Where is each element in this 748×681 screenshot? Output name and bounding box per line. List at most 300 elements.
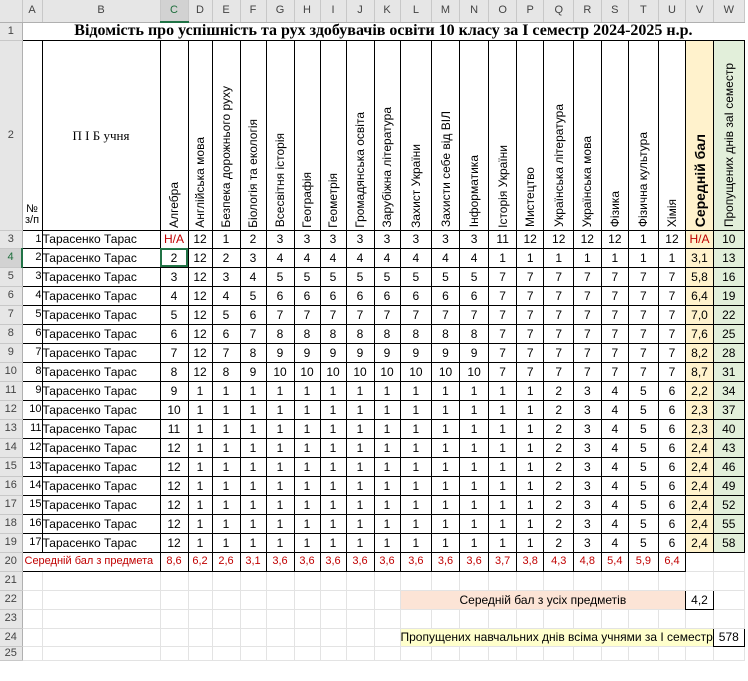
grade-cell[interactable]: 1 [266, 400, 294, 419]
subject-average-cell[interactable]: 4,8 [574, 552, 602, 571]
grade-cell[interactable]: 3 [240, 248, 266, 267]
grade-cell[interactable]: 10 [160, 400, 188, 419]
grade-cell[interactable]: 7 [574, 343, 602, 362]
grade-cell[interactable]: 7 [240, 324, 266, 343]
grade-cell[interactable]: 6 [346, 286, 374, 305]
subject-average-cell[interactable]: 5,9 [629, 552, 659, 571]
grade-cell[interactable]: 4 [212, 286, 240, 305]
empty-cell[interactable] [713, 571, 744, 590]
row-header[interactable]: 17 [0, 495, 22, 514]
student-missed-days[interactable]: 28 [713, 343, 744, 362]
grade-cell[interactable]: 7 [374, 305, 400, 324]
row-header[interactable]: 15 [0, 457, 22, 476]
grade-cell[interactable]: 8 [266, 324, 294, 343]
column-header[interactable]: Q [544, 0, 574, 22]
grade-cell[interactable]: 4 [601, 419, 629, 438]
student-name[interactable]: Тарасенко Тарас [42, 305, 160, 324]
grade-cell[interactable]: 1 [294, 476, 320, 495]
student-missed-days[interactable]: 31 [713, 362, 744, 381]
grade-cell[interactable]: 1 [320, 533, 346, 552]
empty-cell[interactable] [294, 628, 320, 646]
grade-cell[interactable]: 7 [601, 267, 629, 286]
grade-cell[interactable]: 4 [160, 286, 188, 305]
empty-cell[interactable] [160, 609, 188, 628]
empty-cell[interactable] [22, 571, 42, 590]
subject-average-cell[interactable]: 2,6 [212, 552, 240, 571]
empty-cell[interactable] [658, 571, 686, 590]
grade-cell[interactable]: 12 [188, 305, 212, 324]
grade-cell[interactable]: 7 [516, 362, 544, 381]
empty-cell[interactable] [188, 628, 212, 646]
grade-cell[interactable]: 1 [294, 438, 320, 457]
grade-cell[interactable]: 1 [320, 457, 346, 476]
grade-cell[interactable]: 1 [400, 381, 432, 400]
empty-cell[interactable] [266, 609, 294, 628]
subject-average-cell[interactable]: 3,6 [374, 552, 400, 571]
grade-cell[interactable]: 1 [212, 495, 240, 514]
subject-average-cell[interactable]: 6,2 [188, 552, 212, 571]
grade-cell[interactable]: 1 [374, 495, 400, 514]
empty-cell[interactable] [320, 609, 346, 628]
grade-cell[interactable]: 1 [240, 476, 266, 495]
grade-cell[interactable]: 1 [266, 476, 294, 495]
grade-cell[interactable]: 1 [516, 419, 544, 438]
grade-cell[interactable]: 1 [240, 400, 266, 419]
grade-cell[interactable]: 12 [160, 438, 188, 457]
grade-cell[interactable]: 1 [432, 514, 460, 533]
row-header[interactable]: 2 [0, 40, 22, 230]
grade-cell[interactable]: 3 [574, 476, 602, 495]
grade-cell[interactable]: 1 [212, 230, 240, 248]
subject-average-cell[interactable]: 3,8 [516, 552, 544, 571]
empty-cell[interactable] [240, 628, 266, 646]
subject-header[interactable] [432, 40, 460, 230]
student-average[interactable]: 2,4 [686, 476, 714, 495]
student-name[interactable]: Тарасенко Тарас [42, 533, 160, 552]
grade-cell[interactable]: 6 [240, 305, 266, 324]
empty-cell[interactable] [212, 646, 240, 660]
subject-average-cell[interactable]: 3,6 [320, 552, 346, 571]
grade-cell[interactable]: 1 [432, 419, 460, 438]
grade-cell[interactable]: 6 [459, 286, 489, 305]
empty-cell[interactable] [459, 609, 489, 628]
grade-cell[interactable]: 1 [516, 533, 544, 552]
grade-cell[interactable]: 5 [374, 267, 400, 286]
grade-cell[interactable]: 1 [516, 514, 544, 533]
grade-cell[interactable]: 1 [489, 533, 517, 552]
row-header[interactable]: 6 [0, 286, 22, 305]
student-name[interactable]: Тарасенко Тарас [42, 438, 160, 457]
grade-cell[interactable]: 9 [374, 343, 400, 362]
subject-header[interactable] [544, 40, 574, 230]
empty-cell[interactable] [432, 609, 460, 628]
grade-cell[interactable]: 8 [320, 324, 346, 343]
grade-cell[interactable]: 1 [489, 514, 517, 533]
grade-cell[interactable]: 12 [574, 230, 602, 248]
grade-cell[interactable]: 1 [188, 514, 212, 533]
student-name[interactable]: Тарасенко Тарас [42, 419, 160, 438]
grade-cell[interactable]: 6 [432, 286, 460, 305]
grade-cell[interactable]: 3 [320, 230, 346, 248]
grade-cell[interactable]: 8 [160, 362, 188, 381]
student-number[interactable]: 4 [22, 286, 42, 305]
student-missed-days[interactable]: 10 [713, 230, 744, 248]
column-header[interactable]: J [346, 0, 374, 22]
grade-cell[interactable]: 12 [188, 343, 212, 362]
empty-cell[interactable] [42, 628, 160, 646]
grade-cell[interactable]: 10 [294, 362, 320, 381]
empty-cell[interactable] [574, 646, 602, 660]
column-header[interactable]: O [489, 0, 517, 22]
student-number[interactable]: 5 [22, 305, 42, 324]
grade-cell[interactable]: 12 [658, 230, 686, 248]
grade-cell[interactable]: 6 [658, 476, 686, 495]
empty-cell[interactable] [374, 609, 400, 628]
grade-cell[interactable]: 3 [432, 230, 460, 248]
empty-cell[interactable] [188, 609, 212, 628]
empty-cell[interactable] [212, 571, 240, 590]
empty-cell[interactable] [240, 609, 266, 628]
student-average[interactable]: 8,2 [686, 343, 714, 362]
grade-cell[interactable]: 1 [516, 457, 544, 476]
grade-cell[interactable]: 1 [400, 419, 432, 438]
grade-cell[interactable]: 7 [516, 305, 544, 324]
empty-cell[interactable] [432, 646, 460, 660]
empty-cell[interactable] [266, 628, 294, 646]
student-name[interactable]: Тарасенко Тарас [42, 267, 160, 286]
student-average[interactable]: 2,3 [686, 400, 714, 419]
grade-cell[interactable]: 4 [240, 267, 266, 286]
student-average[interactable]: Н/А [686, 230, 714, 248]
empty-cell[interactable] [374, 571, 400, 590]
grade-cell[interactable]: 5 [629, 419, 659, 438]
grade-cell[interactable]: 7 [629, 362, 659, 381]
grade-cell[interactable]: 1 [294, 533, 320, 552]
grade-cell[interactable]: 2 [544, 457, 574, 476]
subject-average-cell[interactable]: 3,6 [400, 552, 432, 571]
student-number[interactable]: 11 [22, 419, 42, 438]
grade-cell[interactable]: 8 [374, 324, 400, 343]
grade-cell[interactable]: 2 [544, 495, 574, 514]
column-header[interactable]: M [432, 0, 460, 22]
subject-header[interactable] [516, 40, 544, 230]
grade-cell[interactable]: 1 [240, 514, 266, 533]
student-average[interactable]: 2,4 [686, 438, 714, 457]
student-name[interactable]: Тарасенко Тарас [42, 286, 160, 305]
grade-cell[interactable]: 1 [400, 476, 432, 495]
grade-cell[interactable]: 1 [294, 400, 320, 419]
grade-cell[interactable]: 1 [212, 438, 240, 457]
grade-cell[interactable]: 2 [160, 248, 188, 267]
student-missed-days[interactable]: 37 [713, 400, 744, 419]
grade-cell[interactable]: 1 [489, 476, 517, 495]
empty-cell[interactable] [459, 571, 489, 590]
subject-header[interactable] [629, 40, 659, 230]
student-number[interactable]: 9 [22, 381, 42, 400]
grade-cell[interactable]: 7 [629, 286, 659, 305]
grade-cell[interactable]: 8 [400, 324, 432, 343]
grade-cell[interactable]: Н/А [160, 230, 188, 248]
grade-cell[interactable]: 10 [400, 362, 432, 381]
row-header[interactable]: 12 [0, 400, 22, 419]
grade-cell[interactable]: 6 [658, 400, 686, 419]
grade-cell[interactable]: 1 [212, 457, 240, 476]
empty-cell[interactable] [188, 571, 212, 590]
grade-cell[interactable]: 4 [601, 457, 629, 476]
grade-cell[interactable]: 10 [320, 362, 346, 381]
grade-cell[interactable]: 1 [516, 248, 544, 267]
grade-cell[interactable]: 8 [432, 324, 460, 343]
grade-cell[interactable]: 4 [400, 248, 432, 267]
grade-cell[interactable]: 1 [516, 400, 544, 419]
grade-cell[interactable]: 1 [294, 495, 320, 514]
row-header[interactable]: 9 [0, 343, 22, 362]
empty-cell[interactable] [188, 646, 212, 660]
empty-cell[interactable] [713, 646, 744, 660]
grade-cell[interactable]: 7 [601, 305, 629, 324]
grade-cell[interactable]: 4 [374, 248, 400, 267]
grade-cell[interactable]: 12 [160, 457, 188, 476]
empty-cell[interactable] [240, 646, 266, 660]
column-header[interactable]: F [240, 0, 266, 22]
grade-cell[interactable]: 3 [574, 495, 602, 514]
grade-cell[interactable]: 1 [432, 533, 460, 552]
grade-cell[interactable]: 7 [516, 286, 544, 305]
grade-cell[interactable]: 5 [629, 533, 659, 552]
grade-cell[interactable]: 1 [240, 457, 266, 476]
student-average[interactable]: 7,6 [686, 324, 714, 343]
subject-average-cell[interactable]: 3,6 [346, 552, 374, 571]
grade-cell[interactable]: 1 [629, 230, 659, 248]
grade-cell[interactable]: 1 [489, 400, 517, 419]
grade-cell[interactable]: 7 [658, 343, 686, 362]
grade-cell[interactable]: 7 [489, 267, 517, 286]
grade-cell[interactable]: 6 [400, 286, 432, 305]
grade-cell[interactable]: 12 [188, 267, 212, 286]
grade-cell[interactable]: 1 [188, 457, 212, 476]
grade-cell[interactable]: 4 [601, 533, 629, 552]
grade-cell[interactable]: 5 [629, 476, 659, 495]
student-average[interactable]: 3,1 [686, 248, 714, 267]
student-number[interactable]: 12 [22, 438, 42, 457]
student-number[interactable]: 7 [22, 343, 42, 362]
grade-cell[interactable]: 7 [489, 343, 517, 362]
grade-cell[interactable]: 7 [601, 286, 629, 305]
grade-cell[interactable]: 5 [320, 267, 346, 286]
grade-cell[interactable]: 7 [489, 305, 517, 324]
student-name[interactable]: Тарасенко Тарас [42, 514, 160, 533]
column-header[interactable]: V [686, 0, 714, 22]
grade-cell[interactable]: 12 [160, 476, 188, 495]
empty-cell[interactable] [400, 646, 432, 660]
grade-cell[interactable]: 4 [294, 248, 320, 267]
grade-cell[interactable]: 1 [266, 381, 294, 400]
grade-cell[interactable]: 7 [346, 305, 374, 324]
subject-average-cell[interactable]: 3,1 [240, 552, 266, 571]
column-header[interactable]: G [266, 0, 294, 22]
grade-cell[interactable]: 2 [544, 400, 574, 419]
column-header[interactable]: T [629, 0, 659, 22]
grade-cell[interactable]: 3 [400, 230, 432, 248]
missed-days-header[interactable] [713, 40, 744, 230]
grade-cell[interactable]: 1 [400, 457, 432, 476]
empty-cell[interactable] [160, 571, 188, 590]
subject-average-cell[interactable]: 6,4 [658, 552, 686, 571]
grade-cell[interactable]: 1 [459, 533, 489, 552]
grade-cell[interactable]: 6 [658, 514, 686, 533]
grade-cell[interactable]: 1 [459, 438, 489, 457]
grade-cell[interactable]: 1 [240, 438, 266, 457]
grade-cell[interactable]: 6 [160, 324, 188, 343]
grade-cell[interactable]: 2 [544, 419, 574, 438]
empty-cell[interactable] [516, 646, 544, 660]
grade-cell[interactable]: 1 [459, 381, 489, 400]
grade-cell[interactable]: 7 [516, 267, 544, 286]
grade-cell[interactable]: 3 [346, 230, 374, 248]
grade-cell[interactable]: 1 [432, 400, 460, 419]
grade-cell[interactable]: 10 [266, 362, 294, 381]
empty-cell[interactable] [42, 609, 160, 628]
empty-cell[interactable] [212, 609, 240, 628]
grade-cell[interactable]: 3 [574, 438, 602, 457]
grade-cell[interactable]: 3 [574, 533, 602, 552]
empty-cell[interactable] [42, 571, 160, 590]
student-average[interactable]: 8,7 [686, 362, 714, 381]
grade-cell[interactable]: 3 [294, 230, 320, 248]
grade-cell[interactable]: 3 [574, 381, 602, 400]
empty-cell[interactable] [212, 590, 240, 609]
student-number[interactable]: 3 [22, 267, 42, 286]
empty-cell[interactable] [629, 609, 659, 628]
grade-cell[interactable]: 12 [544, 230, 574, 248]
subject-average-cell[interactable]: 8,6 [160, 552, 188, 571]
grade-cell[interactable]: 6 [320, 286, 346, 305]
grade-cell[interactable]: 5 [432, 267, 460, 286]
row-header[interactable]: 8 [0, 324, 22, 343]
grade-cell[interactable]: 1 [320, 400, 346, 419]
grade-cell[interactable]: 9 [400, 343, 432, 362]
grade-cell[interactable]: 7 [544, 305, 574, 324]
subject-header[interactable] [574, 40, 602, 230]
grade-cell[interactable]: 9 [240, 362, 266, 381]
grade-cell[interactable]: 1 [294, 514, 320, 533]
student-name[interactable]: Тарасенко Тарас [42, 343, 160, 362]
column-header[interactable]: K [374, 0, 400, 22]
grade-cell[interactable]: 12 [188, 230, 212, 248]
grade-cell[interactable]: 1 [188, 438, 212, 457]
grade-cell[interactable]: 4 [601, 514, 629, 533]
grade-cell[interactable]: 1 [459, 495, 489, 514]
grade-cell[interactable]: 1 [240, 419, 266, 438]
grade-cell[interactable]: 6 [658, 533, 686, 552]
empty-cell[interactable] [629, 571, 659, 590]
grade-cell[interactable]: 5 [240, 286, 266, 305]
student-missed-days[interactable]: 13 [713, 248, 744, 267]
grade-cell[interactable]: 7 [629, 267, 659, 286]
empty-cell[interactable] [516, 571, 544, 590]
grade-cell[interactable]: 1 [544, 248, 574, 267]
subject-header[interactable] [212, 40, 240, 230]
grade-cell[interactable]: 1 [346, 495, 374, 514]
grade-cell[interactable]: 9 [320, 343, 346, 362]
grade-cell[interactable]: 7 [574, 305, 602, 324]
grade-cell[interactable]: 4 [601, 495, 629, 514]
empty-cell[interactable] [686, 609, 714, 628]
row-header[interactable]: 19 [0, 533, 22, 552]
grade-cell[interactable]: 6 [658, 438, 686, 457]
grade-cell[interactable]: 7 [489, 324, 517, 343]
grade-cell[interactable]: 1 [346, 400, 374, 419]
grade-cell[interactable]: 5 [629, 514, 659, 533]
row-header[interactable]: 20 [0, 552, 22, 571]
student-missed-days[interactable]: 22 [713, 305, 744, 324]
grade-cell[interactable]: 7 [400, 305, 432, 324]
empty-cell[interactable] [432, 571, 460, 590]
column-header[interactable]: N [459, 0, 489, 22]
grade-cell[interactable]: 1 [212, 400, 240, 419]
grade-cell[interactable]: 1 [459, 457, 489, 476]
student-name[interactable]: Тарасенко Тарас [42, 230, 160, 248]
grade-cell[interactable]: 1 [432, 438, 460, 457]
empty-cell[interactable] [601, 646, 629, 660]
student-missed-days[interactable]: 58 [713, 533, 744, 552]
grade-cell[interactable]: 3 [459, 230, 489, 248]
empty-cell[interactable] [346, 590, 374, 609]
grade-cell[interactable]: 4 [601, 400, 629, 419]
student-average[interactable]: 6,4 [686, 286, 714, 305]
grade-cell[interactable]: 1 [294, 381, 320, 400]
grade-cell[interactable]: 6 [658, 495, 686, 514]
grade-cell[interactable]: 1 [489, 438, 517, 457]
grade-cell[interactable]: 1 [374, 533, 400, 552]
empty-cell[interactable] [266, 646, 294, 660]
grade-cell[interactable]: 1 [658, 248, 686, 267]
empty-cell[interactable] [160, 628, 188, 646]
grade-cell[interactable]: 1 [489, 457, 517, 476]
subject-average-cell[interactable]: 3,7 [489, 552, 517, 571]
grade-cell[interactable]: 8 [294, 324, 320, 343]
grade-cell[interactable]: 7 [544, 343, 574, 362]
empty-cell[interactable] [658, 609, 686, 628]
grade-cell[interactable]: 8 [346, 324, 374, 343]
empty-cell[interactable] [294, 590, 320, 609]
grade-cell[interactable]: 7 [459, 305, 489, 324]
column-header[interactable]: U [658, 0, 686, 22]
grade-cell[interactable]: 5 [629, 495, 659, 514]
row-header[interactable]: 3 [0, 230, 22, 248]
student-number[interactable]: 2 [22, 248, 42, 267]
column-header[interactable]: H [294, 0, 320, 22]
grade-cell[interactable]: 1 [400, 514, 432, 533]
grade-cell[interactable]: 1 [629, 248, 659, 267]
grade-cell[interactable]: 1 [374, 476, 400, 495]
grade-cell[interactable]: 1 [374, 514, 400, 533]
grade-cell[interactable]: 8 [459, 324, 489, 343]
grade-cell[interactable]: 1 [346, 381, 374, 400]
empty-cell[interactable] [544, 646, 574, 660]
student-missed-days[interactable]: 40 [713, 419, 744, 438]
grade-cell[interactable]: 1 [489, 248, 517, 267]
empty-cell[interactable] [516, 609, 544, 628]
empty-cell[interactable] [320, 646, 346, 660]
student-missed-days[interactable]: 25 [713, 324, 744, 343]
empty-cell[interactable] [713, 590, 744, 609]
column-header[interactable]: A [22, 0, 42, 22]
subject-average-cell[interactable]: 3,6 [432, 552, 460, 571]
empty-cell[interactable] [374, 590, 400, 609]
empty-cell[interactable] [601, 609, 629, 628]
grade-cell[interactable]: 1 [266, 419, 294, 438]
